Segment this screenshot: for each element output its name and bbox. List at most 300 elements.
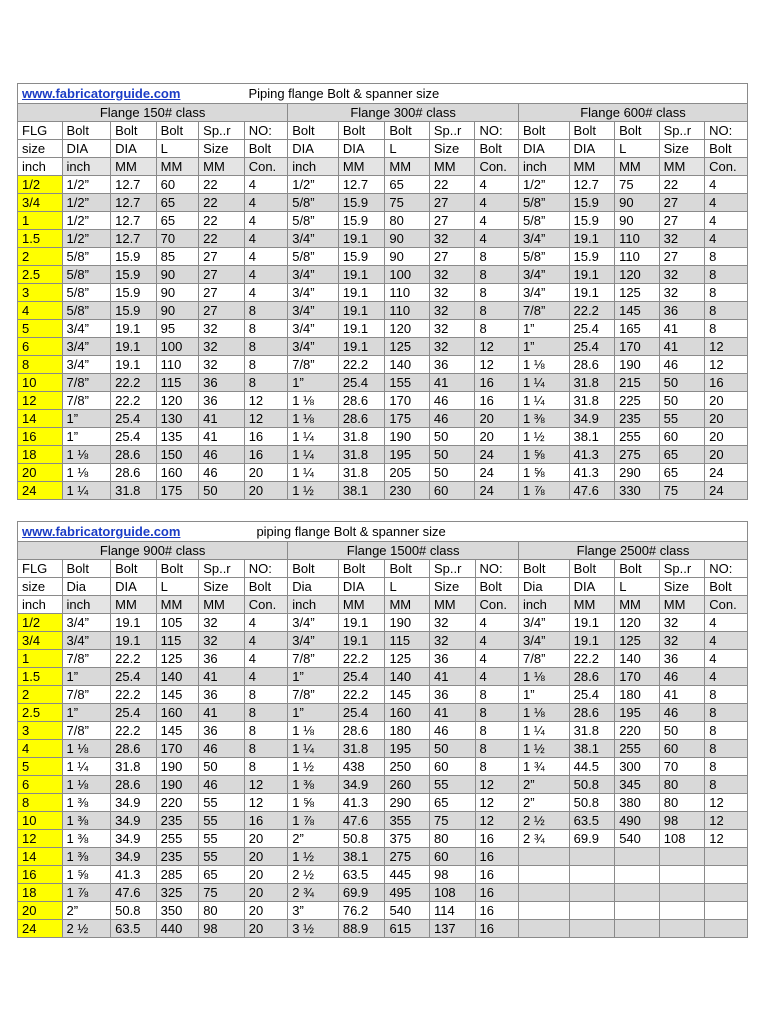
table-cell: 41	[659, 338, 705, 356]
table-cell: 3/4”	[519, 632, 570, 650]
table-cell: 90	[385, 230, 430, 248]
table-cell: 8	[244, 374, 288, 392]
table-cell: 32	[429, 230, 475, 248]
table-cell: 32	[659, 266, 705, 284]
unit-cell: MM	[615, 596, 660, 614]
table-row	[18, 194, 748, 212]
table-row	[18, 284, 748, 302]
table-cell: 4	[244, 650, 288, 668]
table-cell: 8	[475, 758, 519, 776]
table-cell: 540	[615, 830, 660, 848]
flange-size-cell: 2.5	[18, 266, 63, 284]
table-cell: 46	[429, 410, 475, 428]
table-cell	[659, 866, 705, 884]
table-cell: 38.1	[569, 428, 615, 446]
flange-size-cell: 10	[18, 374, 63, 392]
table-cell: 325	[156, 884, 199, 902]
table-cell: 19.1	[569, 266, 615, 284]
table-cell: 34.9	[338, 776, 385, 794]
table-cell: 32	[429, 614, 475, 632]
table-cell: 22.2	[111, 722, 157, 740]
table-cell: 8	[705, 704, 748, 722]
class-header: Flange 900# class	[18, 542, 288, 560]
table-cell: 140	[385, 356, 430, 374]
title-row	[18, 522, 748, 542]
table-cell: 3/4”	[288, 338, 339, 356]
table-cell: 1 ¾	[519, 758, 570, 776]
column-header: FLG	[18, 560, 63, 578]
table-cell: 16	[244, 428, 288, 446]
column-header: Bolt	[288, 122, 339, 140]
table-row	[18, 248, 748, 266]
table-row	[18, 740, 748, 758]
table-cell: 160	[156, 704, 199, 722]
unit-cell: MM	[659, 158, 705, 176]
table-cell: 41	[429, 374, 475, 392]
table-cell: 1 ¼	[518, 374, 569, 392]
table-row	[18, 866, 748, 884]
column-header: Size	[659, 140, 705, 158]
table-cell: 19.1	[111, 356, 157, 374]
table-cell: 28.6	[338, 410, 385, 428]
table-cell: 1 ¼	[288, 446, 339, 464]
table-cell: 225	[615, 392, 660, 410]
table-cell: 115	[385, 632, 430, 650]
flange-size-cell: 24	[18, 920, 63, 938]
table-cell: 15.9	[338, 194, 385, 212]
column-header-row	[18, 122, 748, 140]
flange-size-cell: 1	[18, 212, 63, 230]
table-cell: 24	[705, 482, 748, 500]
table-cell: 5/8”	[518, 194, 569, 212]
flange-size-cell: 3/4	[18, 632, 63, 650]
table-cell	[569, 848, 615, 866]
column-header: Bolt	[569, 122, 615, 140]
table-cell: 4	[705, 212, 748, 230]
table-row	[18, 686, 748, 704]
table-cell: 170	[156, 740, 199, 758]
table-cell: 25.4	[569, 320, 615, 338]
table-cell: 275	[385, 848, 430, 866]
table-cell: 255	[156, 830, 199, 848]
table-cell: 12	[705, 338, 748, 356]
table-cell: 110	[615, 230, 660, 248]
table-cell: 2”	[519, 776, 570, 794]
table-cell: 12	[475, 776, 519, 794]
table-cell: 150	[156, 446, 199, 464]
table-cell: 250	[385, 758, 430, 776]
table-cell: 175	[156, 482, 199, 500]
table-cell: 3/4”	[288, 284, 339, 302]
unit-cell: MM	[199, 158, 245, 176]
table-cell: 98	[429, 866, 475, 884]
class-row	[18, 104, 748, 122]
flange-size-cell: 12	[18, 392, 63, 410]
table-row	[18, 410, 748, 428]
table-cell: 1/2”	[62, 194, 111, 212]
table-row	[18, 830, 748, 848]
table-cell: 19.1	[111, 338, 157, 356]
flange-size-cell: 18	[18, 884, 63, 902]
unit-cell: Con.	[705, 596, 748, 614]
table-cell	[615, 848, 660, 866]
column-header: Bolt	[338, 560, 385, 578]
table-cell: 8	[244, 356, 288, 374]
table-cell	[519, 866, 570, 884]
table-cell: 1 ⅝	[62, 866, 111, 884]
flange-size-cell: 12	[18, 830, 63, 848]
table-cell: 19.1	[569, 614, 615, 632]
column-header: DIA	[569, 140, 615, 158]
table-cell: 36	[429, 650, 475, 668]
table-cell: 50	[659, 374, 705, 392]
table-cell: 1 ¼	[288, 464, 339, 482]
unit-cell: MM	[338, 158, 385, 176]
flange-table-1	[17, 83, 748, 500]
table-row	[18, 884, 748, 902]
table-cell: 290	[385, 794, 430, 812]
table-cell: 16	[244, 446, 288, 464]
table-cell: 1 ¼	[519, 722, 570, 740]
table-cell: 12.7	[111, 230, 157, 248]
table-cell: 190	[156, 758, 199, 776]
table-row	[18, 848, 748, 866]
table-cell: 32	[429, 338, 475, 356]
table-cell: 19.1	[111, 632, 157, 650]
column-header: NO:	[244, 560, 288, 578]
table-cell: 8	[475, 704, 519, 722]
table-cell: 1 ⅞	[288, 812, 339, 830]
table-cell: 47.6	[111, 884, 157, 902]
table-cell: 32	[429, 632, 475, 650]
table-cell: 46	[429, 392, 475, 410]
table-cell	[615, 902, 660, 920]
table-cell: 1 ⅛	[288, 392, 339, 410]
column-header: Bolt	[705, 578, 748, 596]
table-cell: 4	[244, 632, 288, 650]
table-cell: 4	[705, 632, 748, 650]
table-cell: 25.4	[111, 428, 157, 446]
table-cell: 20	[244, 830, 288, 848]
table-cell: 1”	[518, 338, 569, 356]
table-cell: 125	[385, 338, 430, 356]
table-cell: 65	[156, 194, 199, 212]
table-cell: 12.7	[338, 176, 385, 194]
table-cell: 50.8	[338, 830, 385, 848]
table-cell: 36	[199, 392, 245, 410]
table-cell: 32	[199, 632, 245, 650]
table-cell: 90	[615, 194, 660, 212]
table-cell: 100	[385, 266, 430, 284]
table-cell: 16	[475, 374, 519, 392]
table-row	[18, 176, 748, 194]
column-header-row	[18, 140, 748, 158]
column-header: Size	[429, 578, 475, 596]
column-header: Bolt	[519, 560, 570, 578]
table-cell: 16	[475, 902, 519, 920]
column-header: Bolt	[615, 122, 660, 140]
table-row	[18, 356, 748, 374]
table-cell: 4	[705, 650, 748, 668]
table-cell: 4	[475, 668, 519, 686]
table-cell: 20	[244, 884, 288, 902]
table-cell	[705, 902, 748, 920]
unit-cell: MM	[615, 158, 660, 176]
unit-cell: inch	[18, 158, 63, 176]
title-row	[18, 84, 748, 104]
table-cell: 190	[156, 776, 199, 794]
table-cell: 47.6	[338, 812, 385, 830]
table-cell: 22	[199, 176, 245, 194]
table-cell: 120	[615, 266, 660, 284]
table-cell: 50	[429, 464, 475, 482]
table-cell: 3/4”	[519, 614, 570, 632]
table-cell: 22	[429, 176, 475, 194]
table-cell: 1/2”	[62, 176, 111, 194]
table-cell: 1 ⅛	[519, 704, 570, 722]
table-cell: 28.6	[569, 356, 615, 374]
table-cell: 1”	[62, 668, 111, 686]
table-row	[18, 632, 748, 650]
table-cell: 27	[429, 194, 475, 212]
table-cell: 1 ⅜	[62, 848, 111, 866]
table-cell: 27	[199, 248, 245, 266]
table-cell: 27	[659, 194, 705, 212]
table-cell: 20	[244, 866, 288, 884]
table-cell: 32	[199, 338, 245, 356]
table-cell: 1”	[62, 704, 111, 722]
table-cell: 110	[156, 356, 199, 374]
flange-size-cell: 2.5	[18, 704, 63, 722]
table-cell: 4	[475, 194, 519, 212]
table-cell: 19.1	[569, 230, 615, 248]
table-cell: 140	[156, 668, 199, 686]
table-cell: 60	[659, 428, 705, 446]
units-row	[18, 596, 748, 614]
table-cell: 380	[615, 794, 660, 812]
table-cell: 7/8”	[518, 302, 569, 320]
table-cell: 8	[705, 248, 748, 266]
table-cell: 75	[199, 884, 245, 902]
table-cell: 490	[615, 812, 660, 830]
table-cell: 1 ⅛	[288, 722, 339, 740]
table-cell: 3/4”	[288, 230, 339, 248]
unit-cell: Con.	[705, 158, 748, 176]
table-cell: 20	[244, 920, 288, 938]
flange-size-cell: 4	[18, 302, 63, 320]
flange-size-cell: 5	[18, 320, 63, 338]
table-cell: 12	[244, 410, 288, 428]
table-cell: 20	[705, 410, 748, 428]
table-cell: 1 ⅜	[518, 410, 569, 428]
column-header-row	[18, 578, 748, 596]
table-cell: 3/4”	[288, 632, 339, 650]
column-header: DIA	[338, 140, 385, 158]
table-cell: 34.9	[111, 812, 157, 830]
units-row	[18, 158, 748, 176]
unit-cell: MM	[429, 596, 475, 614]
table-cell: 8	[705, 302, 748, 320]
table-cell: 46	[199, 446, 245, 464]
website-link[interactable]: www.fabricatorguide.com	[22, 523, 181, 539]
table-cell: 46	[199, 776, 245, 794]
table-cell: 27	[199, 302, 245, 320]
table-cell: 55	[199, 812, 245, 830]
table-cell: 8	[244, 302, 288, 320]
table-cell: 34.9	[111, 830, 157, 848]
table-cell: 1 ⅛	[62, 446, 111, 464]
table-cell: 16	[475, 884, 519, 902]
table-cell: 36	[429, 686, 475, 704]
table-cell: 32	[429, 266, 475, 284]
website-link[interactable]: www.fabricatorguide.com	[22, 85, 181, 101]
table-cell: 3/4”	[518, 266, 569, 284]
table-cell: 235	[615, 410, 660, 428]
table-cell: 438	[338, 758, 385, 776]
unit-cell: MM	[429, 158, 475, 176]
table-cell: 350	[156, 902, 199, 920]
table-cell: 41	[199, 704, 245, 722]
table-cell: 160	[385, 704, 430, 722]
table-cell: 130	[156, 410, 199, 428]
flange-size-cell: 8	[18, 356, 63, 374]
table-cell: 25.4	[338, 374, 385, 392]
table-cell: 80	[429, 830, 475, 848]
column-header: Bolt	[705, 140, 748, 158]
table-cell: 32	[429, 320, 475, 338]
table-cell: 4	[244, 668, 288, 686]
table-cell: 8	[705, 740, 748, 758]
table-cell: 1 ⅛	[62, 740, 111, 758]
flange-size-cell: 14	[18, 410, 63, 428]
table-cell: 1 ½	[288, 848, 339, 866]
column-header: Bolt	[518, 122, 569, 140]
table-cell: 15.9	[569, 212, 615, 230]
table-cell	[519, 848, 570, 866]
table-cell: 24	[475, 482, 519, 500]
column-header: DIA	[569, 578, 615, 596]
table-cell: 41	[199, 668, 245, 686]
table-cell: 3/4”	[288, 614, 339, 632]
table-cell: 46	[659, 668, 705, 686]
table-cell: 41	[199, 410, 245, 428]
table-cell: 22.2	[338, 650, 385, 668]
table-cell: 1/2”	[62, 212, 111, 230]
table-row	[18, 392, 748, 410]
table-cell: 25.4	[569, 686, 615, 704]
class-header: Flange 300# class	[288, 104, 519, 122]
table-cell: 20	[705, 446, 748, 464]
table-cell: 7/8”	[62, 374, 111, 392]
table-cell: 69.9	[338, 884, 385, 902]
table-cell: 41	[659, 320, 705, 338]
table-cell: 80	[385, 212, 430, 230]
table-cell: 20	[705, 428, 748, 446]
table-cell: 41	[199, 428, 245, 446]
table-cell: 220	[615, 722, 660, 740]
table-cell: 140	[615, 650, 660, 668]
table-cell: 80	[199, 902, 245, 920]
column-header: Bolt	[156, 122, 199, 140]
column-header: Bolt	[244, 140, 288, 158]
table-cell: 36	[659, 302, 705, 320]
table-row	[18, 704, 748, 722]
column-header: L	[385, 578, 430, 596]
table-cell: 170	[615, 338, 660, 356]
table-cell	[519, 920, 570, 938]
table-cell: 230	[385, 482, 430, 500]
unit-cell: Con.	[244, 596, 288, 614]
table-cell: 25.4	[111, 668, 157, 686]
table-cell: 41	[429, 668, 475, 686]
table-cell: 28.6	[111, 464, 157, 482]
table-cell: 50.8	[569, 776, 615, 794]
table-row	[18, 212, 748, 230]
table-cell: 22.2	[569, 650, 615, 668]
flange-size-cell: 5	[18, 758, 63, 776]
table-cell: 8	[475, 686, 519, 704]
table-cell: 4	[244, 248, 288, 266]
table-cell: 170	[615, 668, 660, 686]
table-cell: 3/4”	[288, 320, 339, 338]
table-cell: 22.2	[569, 302, 615, 320]
table-cell: 4	[705, 230, 748, 248]
table-cell: 32	[659, 614, 705, 632]
table-cell: 180	[385, 722, 430, 740]
table-cell: 15.9	[338, 248, 385, 266]
table-cell: 63.5	[569, 812, 615, 830]
table-cell: 55	[199, 830, 245, 848]
table-cell: 7/8”	[288, 650, 339, 668]
table-cell: 8	[705, 320, 748, 338]
table-row	[18, 446, 748, 464]
table-cell: 120	[156, 392, 199, 410]
table-cell: 1 ¼	[518, 392, 569, 410]
table-cell: 375	[385, 830, 430, 848]
table-cell: 15.9	[338, 212, 385, 230]
table-cell: 1”	[288, 374, 339, 392]
table-cell: 75	[429, 812, 475, 830]
table-cell: 1 ½	[288, 482, 339, 500]
table-cell: 1 ⅛	[518, 356, 569, 374]
table-cell: 46	[199, 740, 245, 758]
table-cell: 65	[199, 866, 245, 884]
unit-cell: MM	[156, 158, 199, 176]
table-cell: 19.1	[338, 338, 385, 356]
table-cell: 170	[385, 392, 430, 410]
table-cell: 235	[156, 812, 199, 830]
table-cell: 27	[429, 212, 475, 230]
table-cell: 20	[244, 464, 288, 482]
table-cell: 22	[199, 212, 245, 230]
table-cell: 4	[244, 614, 288, 632]
column-header: Size	[429, 140, 475, 158]
table-cell: 8	[475, 248, 519, 266]
table-cell: 115	[156, 632, 199, 650]
table-cell: 50	[199, 482, 245, 500]
flange-size-cell: 1/2	[18, 176, 63, 194]
table-cell: 19.1	[569, 284, 615, 302]
unit-cell: inch	[518, 158, 569, 176]
flange-size-cell: 10	[18, 812, 63, 830]
table-cell: 12.7	[111, 176, 157, 194]
table-cell: 12	[244, 794, 288, 812]
table-cell: 3 ½	[288, 920, 339, 938]
column-header: Bolt	[62, 560, 111, 578]
table-cell: 28.6	[569, 668, 615, 686]
table-cell: 8	[705, 266, 748, 284]
flange-size-cell: 18	[18, 446, 63, 464]
